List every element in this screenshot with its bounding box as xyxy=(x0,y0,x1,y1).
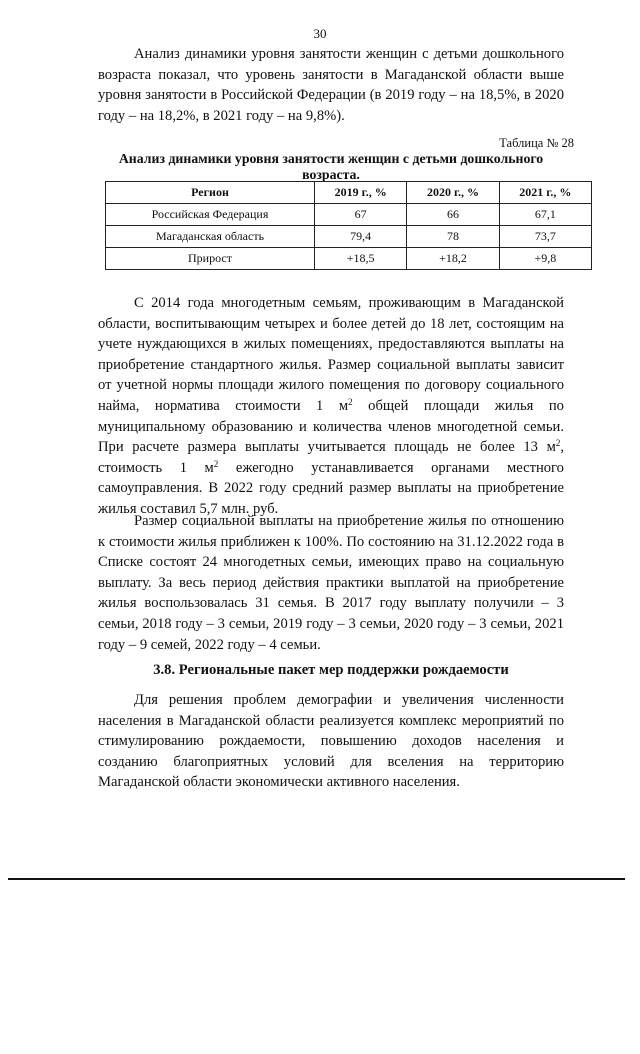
table-cell: 67 xyxy=(315,204,407,226)
superscript: 2 xyxy=(555,438,561,449)
section-heading: 3.8. Региональные пакет мер поддержки рождаемости xyxy=(153,662,509,678)
table-cell: 66 xyxy=(407,204,499,226)
housing-paragraph xyxy=(98,293,564,520)
table-cell: Российская Федерация xyxy=(106,204,315,226)
demography-paragraph xyxy=(98,690,564,793)
intro-paragraph xyxy=(98,44,564,126)
table-row xyxy=(106,248,592,270)
payment-paragraph-text: Размер социальной выплаты на приобретение жилья по отношению к стоимости жилья приближен к 100%. По состоянию на 31.12.2022 года в Списке состоят 24 многодетных семьи, имеющих право на социальную выплату. За весь период действия практики выплатой на приобретение жилья воспользовалась 31 семья. В 2017 году выплату получили – 3 семьи, 2018 году – 3 семьи, 2019 году – 3 семьи, 2020 году – 3 семьи, 2021 году – 9 семей, 2022 году – 4 семьи. xyxy=(98,513,564,653)
housing-paragraph-part2: общей площади жилья по муниципальному образованию и количества членов многодетной семьи. При расчете размера выплаты учитывается площадь не более 13 м xyxy=(98,397,564,456)
table-header-2021: 2021 г., % xyxy=(499,182,591,204)
bottom-rule xyxy=(8,878,625,880)
table-cell: +9,8 xyxy=(499,248,591,270)
page-number: 30 xyxy=(313,26,327,41)
demography-paragraph-text: Для решения проблем демографии и увеличения численности населения в Магаданской области реализуется комплекс мероприятий по стимулированию рождаемости, повышению доходов населения и созданию благоприятных условий для вселения на территорию Магаданской области экономически активного населения. xyxy=(98,692,564,791)
superscript: 2 xyxy=(213,458,219,469)
employment-table xyxy=(105,181,592,270)
table-cell: 73,7 xyxy=(499,226,591,248)
intro-paragraph-text: Анализ динамики уровня занятости женщин с детьми дошкольного возраста показал, что уровень занятости в Магаданской области выше уровня занятости в Российской Федерации (в 2019 году – на 18,5%, в 2020 году – на 18,2%, в 2021 году – на 9,8%). xyxy=(98,46,564,124)
table-cell: 67,1 xyxy=(499,204,591,226)
payment-paragraph xyxy=(98,511,564,655)
table-header-row xyxy=(106,182,592,204)
superscript: 2 xyxy=(348,396,353,407)
table-row xyxy=(106,204,592,226)
table-cell: +18,2 xyxy=(407,248,499,270)
table-header-2020: 2020 г., % xyxy=(407,182,499,204)
table-header-region: Регион xyxy=(106,182,315,204)
housing-paragraph-part4: ежегодно устанавливается органами местного самоуправления. В 2022 году средний размер выплаты на приобретение жилья составил 5,7 млн. руб. xyxy=(98,459,564,517)
housing-paragraph-part3: , стоимость 1 м xyxy=(98,439,564,476)
housing-paragraph-part1: С 2014 года многодетным семьям, проживающим в Магаданской области, воспитывающим четырех и более детей до 18 лет, состоящим на учете нуждающихся в жилых помещениях, предоставляются выплаты на приобретение стандартного жилья. Размер социальной выплаты зависит от учетной нормы площади жилого помещения по договору социального найма, норматива стоимости 1 м xyxy=(98,295,564,414)
table-header-2019: 2019 г., % xyxy=(315,182,407,204)
table-cell: 78 xyxy=(407,226,499,248)
table-row xyxy=(106,226,592,248)
table-cell: +18,5 xyxy=(315,248,407,270)
table-cell: Магаданская область xyxy=(106,226,315,248)
table-cell: Прирост xyxy=(106,248,315,270)
table-caption: Таблица № 28 xyxy=(499,136,574,150)
table-title: Анализ динамики уровня занятости женщин с детьми дошкольного возраста. xyxy=(118,151,544,182)
table-cell: 79,4 xyxy=(315,226,407,248)
